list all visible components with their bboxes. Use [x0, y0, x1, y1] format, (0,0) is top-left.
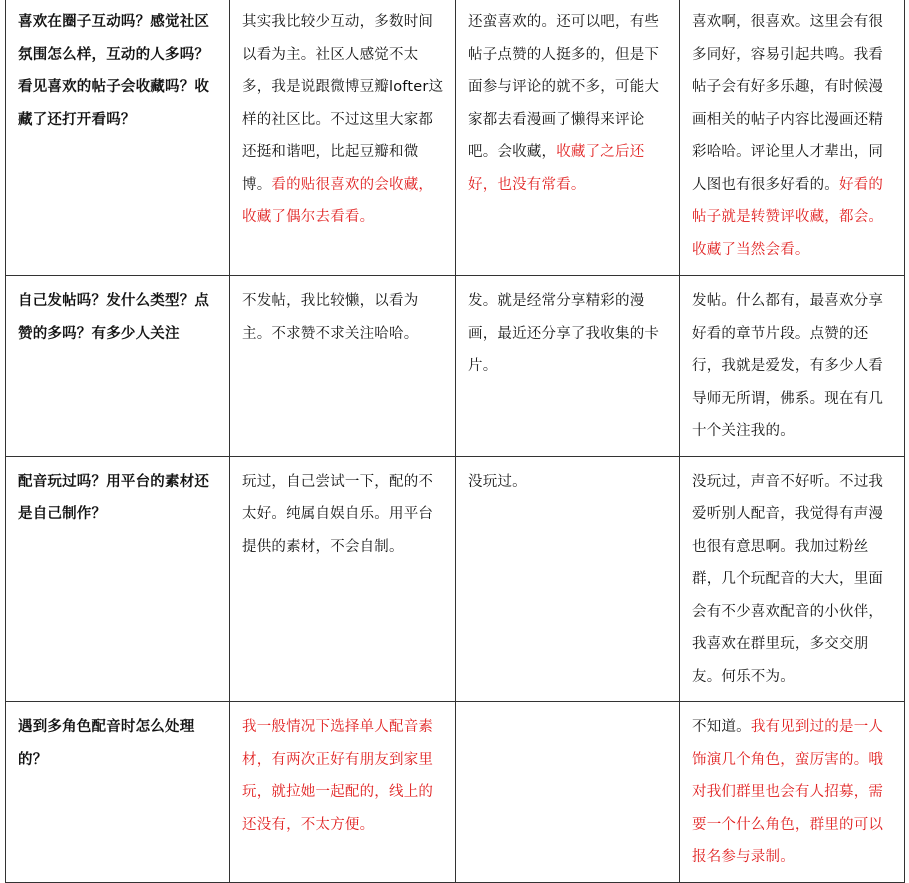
answer-text: 喜欢啊，很喜欢。这里会有很多同好，容易引起共鸣。我看帖子会有好多乐趣，有时候漫画相关的帖子内容比漫画还精彩哈哈。评论里人才辈出，同人图也有很多好看的。 — [692, 14, 884, 193]
answer-highlight: 我一般情况下选择单人配音素材，有两次正好有朋友到家里玩，就拉她一起配的，线上的还没有，不太方便。 — [242, 719, 434, 833]
answer-text: 发帖。什么都有，最喜欢分享好看的章节片段。点赞的还行，我就是爱发，有多少人看导师无所谓，佛系。现在有几十个关注我的。 — [692, 293, 884, 439]
question-cell: 配音玩过吗？用平台的素材还是自己制作？ — [6, 456, 230, 702]
answer-cell — [230, 276, 456, 457]
answer-text: 玩过，自己尝试一下，配的不太好。纯属自娱自乐。用平台提供的素材，不会自制。 — [242, 473, 434, 555]
answer-cell — [680, 702, 905, 883]
answer-cell — [680, 456, 905, 702]
answer-text: 没玩过，声音不好听。不过我爱听别人配音，我觉得有声漫也很有意思啊。我加过粉丝群，几个玩配音的大大，里面会有不少喜欢配音的小伙伴，我喜欢在群里玩，多交交朋友。何乐不为。 — [692, 473, 884, 685]
table-row — [6, 0, 905, 276]
table-row — [6, 276, 905, 457]
answer-cell — [680, 276, 905, 457]
table-row — [6, 702, 905, 883]
answer-text: 不知道。 — [692, 719, 751, 735]
answer-cell — [456, 456, 680, 702]
table-row — [6, 456, 905, 702]
answer-text: 不发帖，我比较懒，以看为主。不求赞不求关注哈哈。 — [242, 293, 419, 342]
answer-cell — [230, 702, 456, 883]
answer-cell — [456, 276, 680, 457]
question-cell: 遇到多角色配音时怎么处理的？ — [6, 702, 230, 883]
answer-text: 还蛮喜欢的。还可以吧，有些帖子点赞的人挺多的，但是下面参与评论的就不多，可能大家都去看漫画了懒得来评论吧。会收藏， — [468, 14, 660, 160]
answer-text: 其实我比较少互动，多数时间以看为主。社区人感觉不太多，我是说跟微博豆瓣lofter这样的社区比。不过这里大家都还挺和谐吧，比起豆瓣和微博。 — [242, 14, 444, 193]
answer-cell — [456, 0, 680, 276]
answer-cell — [680, 0, 905, 276]
interview-table — [5, 0, 905, 883]
answer-highlight: 看的贴很喜欢的会收藏，收藏了偶尔去看看。 — [242, 176, 434, 225]
question-cell: 自己发帖吗？发什么类型？点赞的多吗？有多少人关注 — [6, 276, 230, 457]
answer-cell — [456, 702, 680, 883]
question-cell: 喜欢在圈子互动吗？感觉社区氛围怎么样，互动的人多吗？看见喜欢的帖子会收藏吗？收藏了还打开看吗？ — [6, 0, 230, 276]
answer-text: 发。就是经常分享精彩的漫画，最近还分享了我收集的卡片。 — [468, 293, 660, 374]
answer-cell — [230, 0, 456, 276]
answer-highlight: 好看的帖子就是转赞评收藏，都会。收藏了当然会看。 — [692, 176, 884, 258]
answer-text: 没玩过。 — [468, 473, 527, 490]
answer-highlight: 收藏了之后还好，也没有常看。 — [468, 144, 645, 193]
answer-highlight: 我有见到过的是一人饰演几个角色，蛮厉害的。哦对我们群里也会有人招募，需要一个什么角色，群里的可以报名参与录制。 — [692, 719, 884, 865]
answer-cell — [230, 456, 456, 702]
